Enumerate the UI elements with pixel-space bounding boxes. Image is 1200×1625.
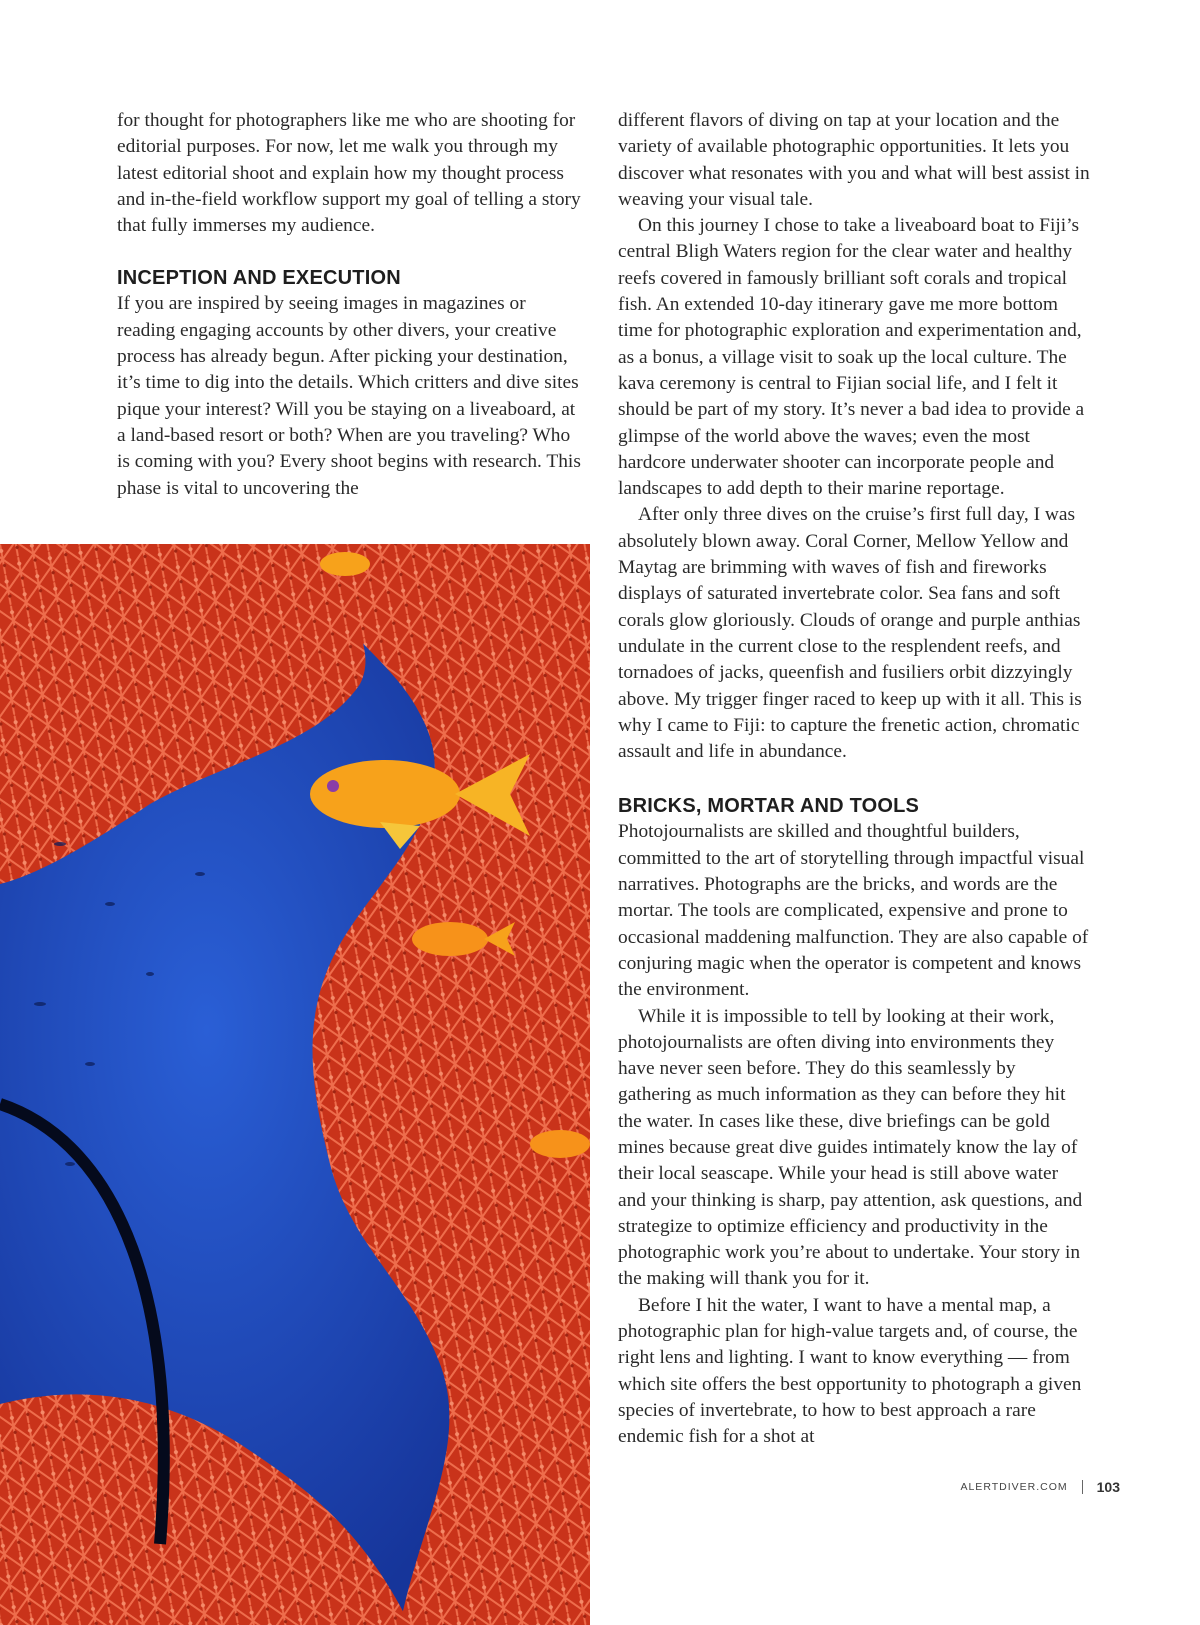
body-paragraph-6: Before I hit the water, I want to have a mental map, a photographic plan for high-value targets and, of course, the right lens and lighting. I want to know everything — from which site offers the best opportunity to photograph a given species of invertebrate, to how to best approach a rare endemic fish for a shot at bbox=[618, 1294, 1082, 1448]
body-paragraph-5: While it is impossible to tell by looking at their work, photojournalists are often diving into environments they have never seen before. They do this seamlessly by gathering as much information as they can before they hit the water. In cases like these, dive briefings can be gold mines because great dive guides intimately know the lay of their local seascape. While your head is still above water and your thinking is sharp, pay attention, ask questions, and strategize to optimize efficiency and productivity in the photographic work you’re about to undertake. Your story in the making will thank you for it. bbox=[618, 1005, 1083, 1290]
anthias-fish bbox=[530, 1130, 590, 1158]
coral-reef-photo bbox=[0, 544, 590, 1625]
page-number: 103 bbox=[1096, 1479, 1120, 1495]
footer-divider bbox=[1082, 1480, 1083, 1494]
inception-paragraph: If you are inspired by seeing images in magazines or reading engaging accounts by other divers, your creative process has already begun. After picking your destination, it’s time to dig into the details. Which critters and dive sites pique your interest? Will you be staying on a liveaboard, at a land-based resort or both? When are you traveling? Who is coming with you? Every shoot begins with research. This phase is vital to uncovering the bbox=[117, 293, 581, 499]
anthias-fish bbox=[320, 552, 370, 576]
section-heading-bricks: BRICKS, MORTAR AND TOOLS bbox=[618, 795, 920, 818]
page-footer bbox=[960, 1479, 1120, 1495]
right-column bbox=[618, 108, 1090, 1451]
footer-site-name: ALERTDIVER.COM bbox=[960, 1481, 1068, 1493]
section-heading-inception: INCEPTION AND EXECUTION bbox=[117, 267, 401, 290]
body-paragraph-1: different flavors of diving on tap at your location and the variety of available photographic opportunities. It lets you discover what resonates with you and what will best assist in weaving your visual tale. bbox=[618, 110, 1090, 210]
left-column bbox=[117, 108, 585, 502]
intro-paragraph: for thought for photographers like me who are shooting for editorial purposes. For now, let me walk you through my latest editorial shoot and explain how my thought process and in-the-field workflow support my goal of telling a story that fully immerses my audience. bbox=[117, 110, 581, 237]
body-paragraph-3: After only three dives on the cruise’s first full day, I was absolutely blown away. Coral Corner, Mellow Yellow and Maytag are brimming with waves of fish and fireworks displays of saturated invertebrate color. Sea fans and soft corals glow gloriously. Clouds of orange and purple anthias undulate in the current close to the resplendent reefs, and tornadoes of jacks, queenfish and fusiliers orbit dizzyingly above. My trigger finger raced to keep up with it all. This is why I came to Fiji: to capture the frenetic action, chromatic assault and life in abundance. bbox=[618, 504, 1082, 763]
body-paragraph-4: Photojournalists are skilled and thoughtful builders, committed to the art of storytelling through impactful visual narratives. Photographs are the bricks, and words are the mortar. The tools are complicated, expensive and prone to occasional maddening malfunction. They are also capable of conjuring magic when the operator is competent and knows the environment. bbox=[618, 821, 1089, 1001]
body-paragraph-2: On this journey I chose to take a liveaboard boat to Fiji’s central Bligh Waters region for the clear water and healthy reefs covered in famously brilliant soft corals and tropical fish. An extended 10-day itinerary gave me more bottom time for photographic exploration and experimentation and, as a bonus, a village visit to soak up the local culture. The kava ceremony is central to Fijian social life, and I felt it should be part of my story. It’s never a bad idea to provide a glimpse of the world above the waves; even the most hardcore underwater shooter can incorporate people and landscapes to add depth to their marine reportage. bbox=[618, 215, 1085, 500]
